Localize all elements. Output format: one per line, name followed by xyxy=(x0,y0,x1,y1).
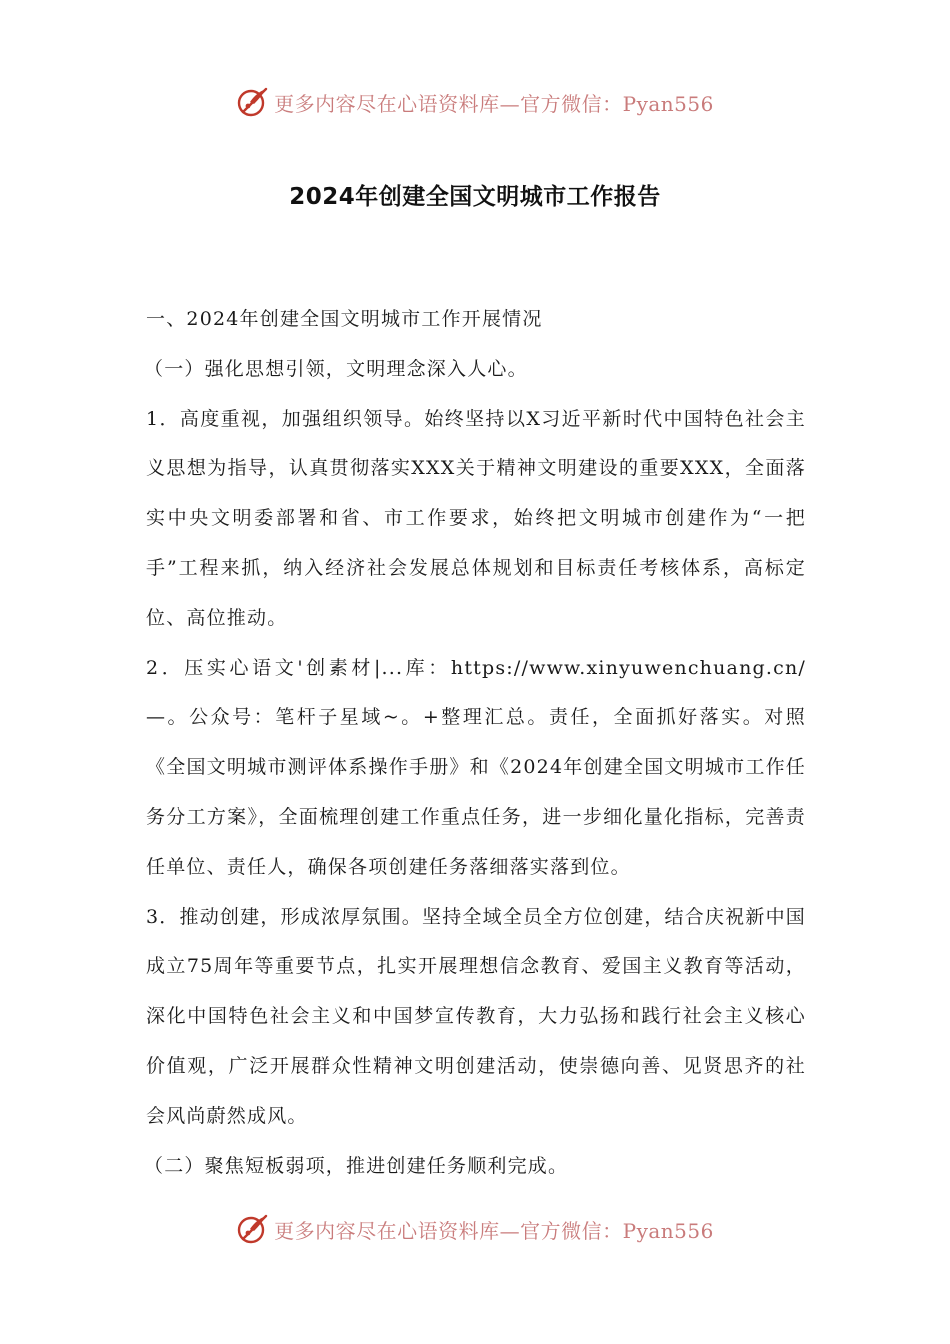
quill-logo-icon xyxy=(236,1212,270,1246)
footer-banner xyxy=(0,1209,950,1249)
paragraph-3: 3．推动创建，形成浓厚氛围。坚持全域全员全方位创建，结合庆祝新中国成立75周年等重要节点，扎实开展理想信念教育、爱国主义教育等活动，深化中国特色社会主义和中国梦宣传教育，大力弘扬和践行社会主义核心价值观，广泛开展群众性精神文明创建活动，使崇德向善、见贤思齐的社会风尚蔚然成风。 xyxy=(146,905,806,1127)
paragraph-1: 1．高度重视，加强组织领导。始终坚持以X习近平新时代中国特色社会主义思想为指导，认真贯彻落实XXX关于精神文明建设的重要XXX，全面落实中央文明委部署和省、市工作要求，始终把文明城市创建作为“一把手”工程来抓，纳入经济社会发展总体规划和目标责任考核体系，高标定位、高位推动。 xyxy=(146,407,806,629)
section-heading: 一、2024年创建全国文明城市工作开展情况 xyxy=(146,308,543,330)
quill-logo-icon xyxy=(236,85,270,119)
paragraph-2: 2．压实心语文'创素材|...库：https://www.xinyuwenchuang.cn/—。公众号：笔杆子星域~。+整理汇总。责任，全面抓好落实。对照《全国文明城市测评体系操作手册》和《2024年创建全国文明城市工作任务分工方案》，全面梳理创建工作重点任务，进一步细化量化指标，完善责任单位、责任人，确保各项创建任务落细落实落到位。 xyxy=(146,656,806,878)
header-banner xyxy=(0,82,950,122)
document-title: 2024年创建全国文明城市工作报告 xyxy=(289,184,661,210)
subsection-heading: （一）强化思想引领，文明理念深入人心。 xyxy=(144,357,528,380)
document-body xyxy=(146,295,806,1191)
subsection-heading-2: （二）聚焦短板弱项，推进创建任务顺利完成。 xyxy=(144,1154,569,1177)
banner-text: 更多内容尽在心语资料库—官方微信：Pyan556 xyxy=(274,1218,714,1243)
banner-text: 更多内容尽在心语资料库—官方微信：Pyan556 xyxy=(274,91,714,116)
